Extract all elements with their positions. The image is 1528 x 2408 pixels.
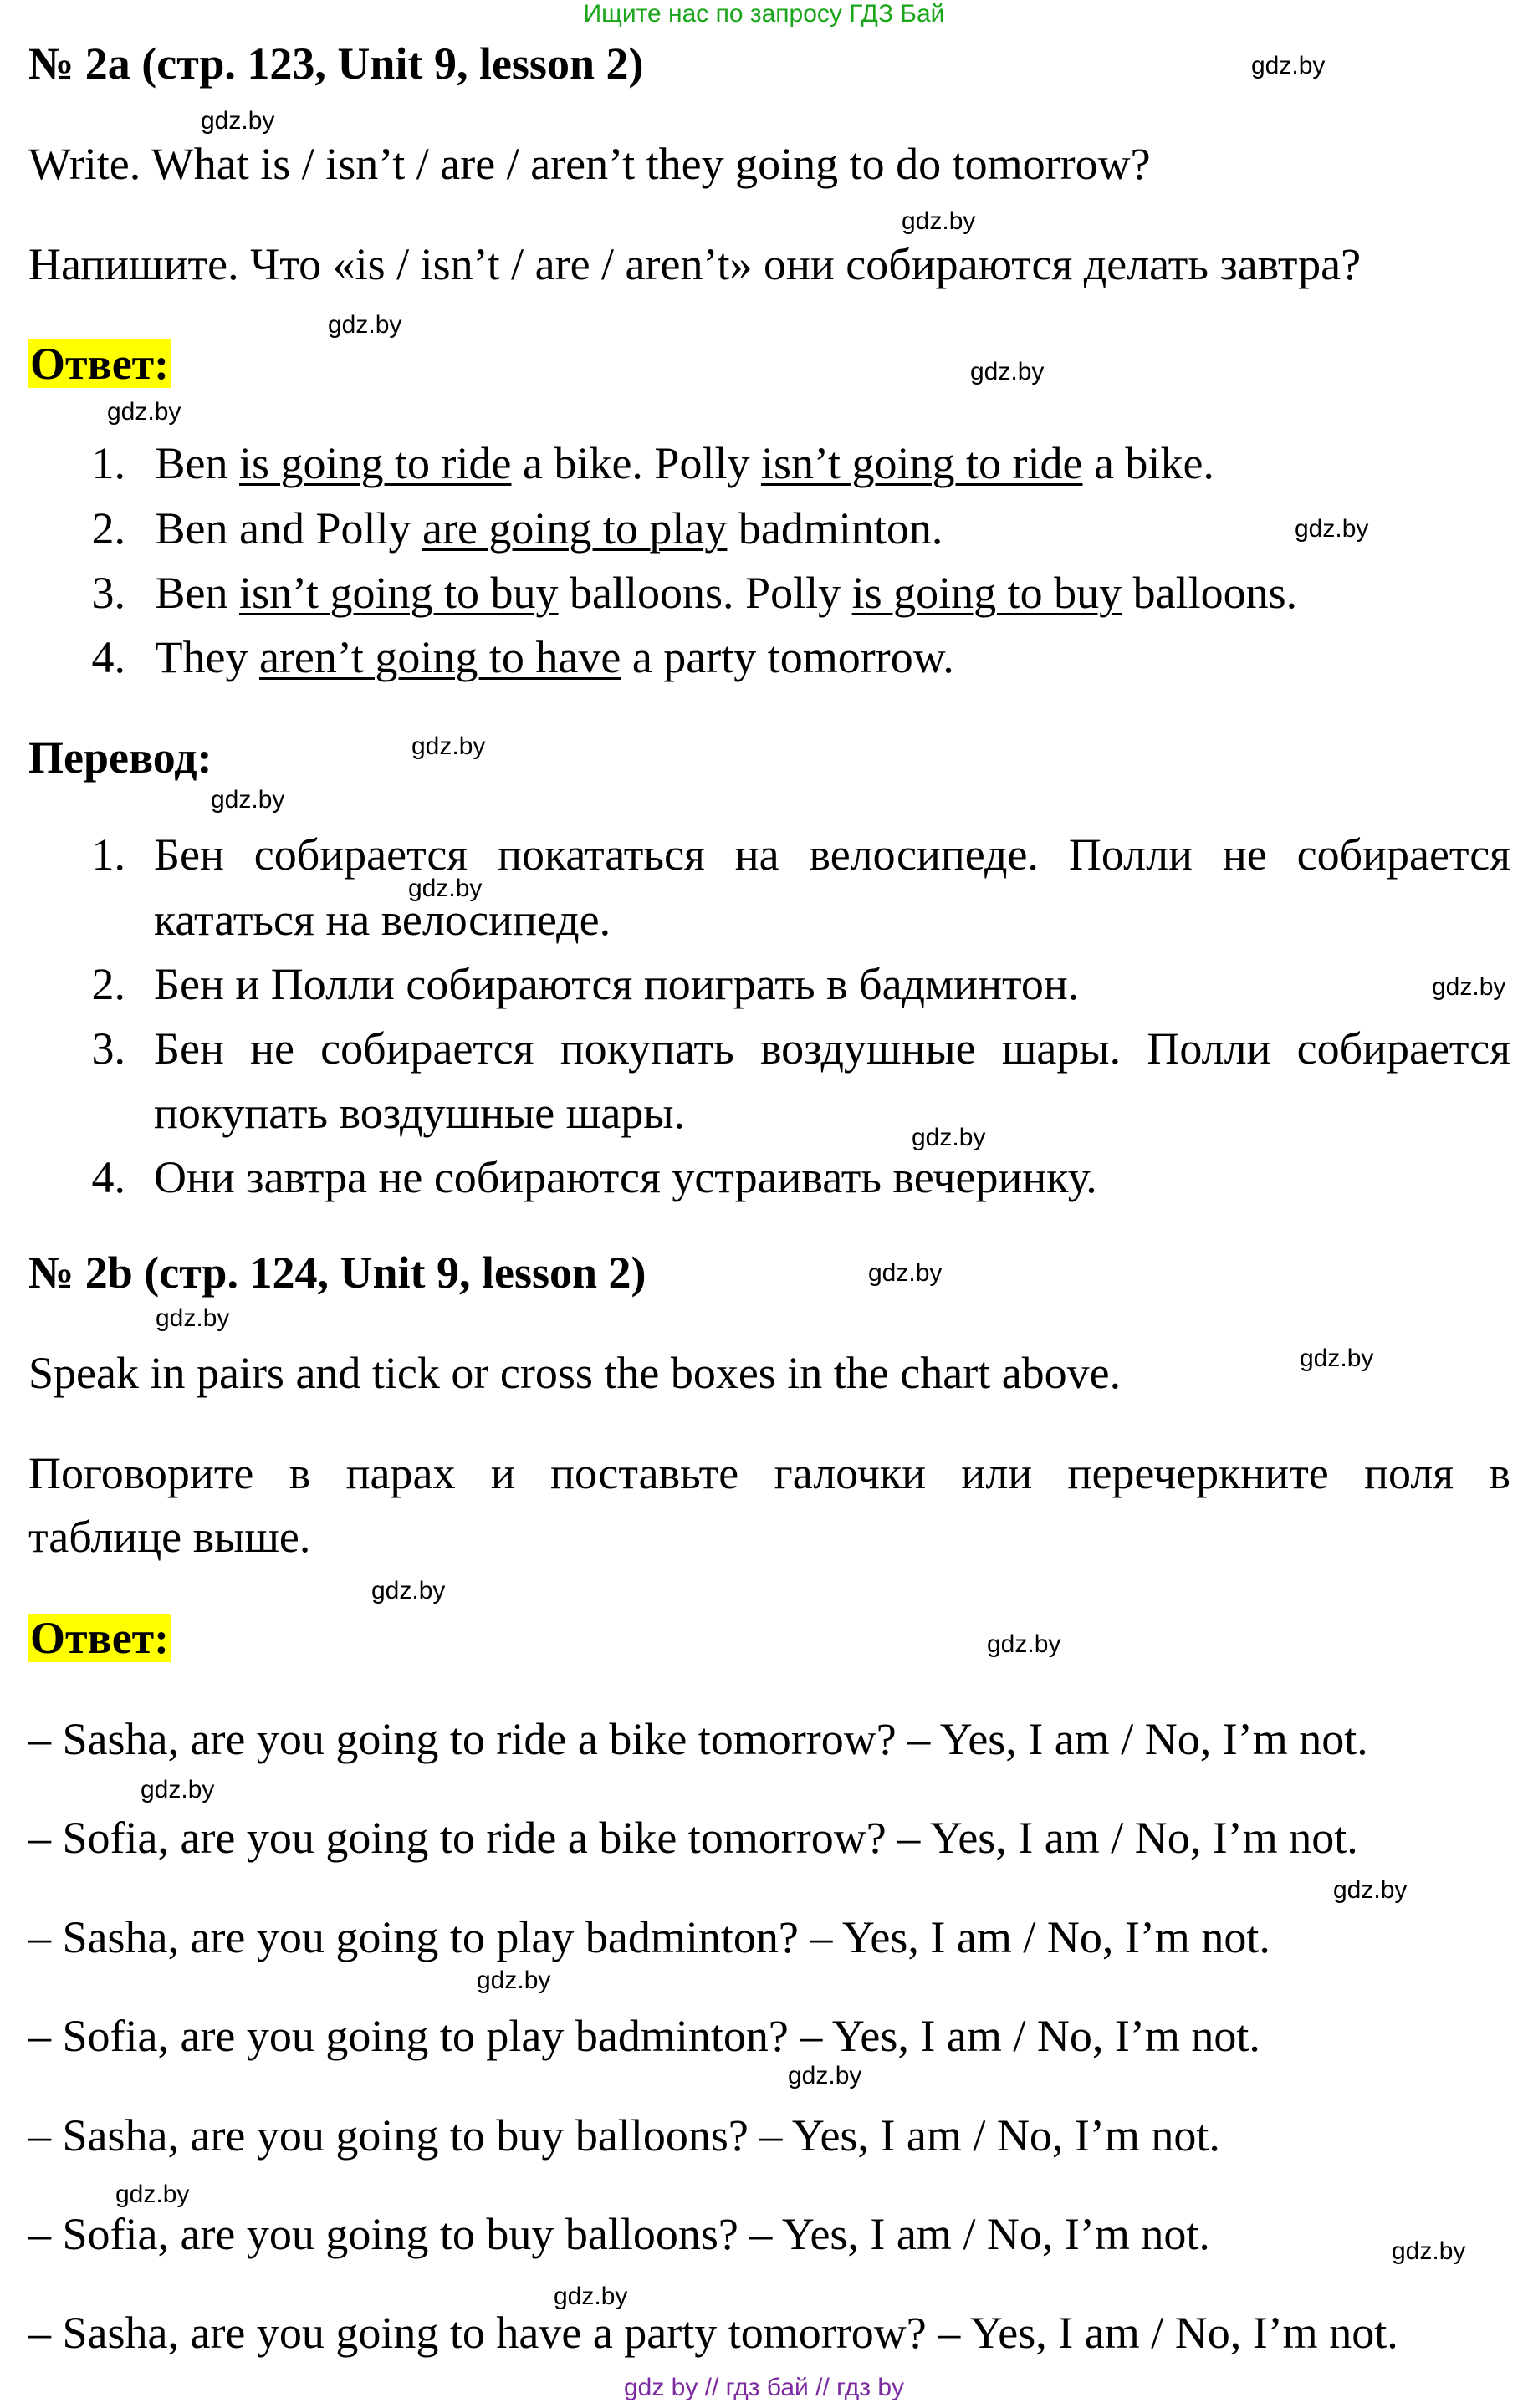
dialogue-line: – Sasha, are you going to ride a bike tomorrow? – Yes, I am / No, I’m not. bbox=[28, 1714, 1368, 1764]
translation-line: Бен собирается покататься на велосипеде. Полли не собирается bbox=[154, 829, 1510, 880]
dialogue-line: – Sofia, are you going to buy balloons? – Yes, I am / No, I’m not. bbox=[28, 2209, 1210, 2259]
watermark: gdz.by bbox=[371, 1577, 446, 1604]
translation-line: Они завтра не собираются устраивать вечеринку. bbox=[154, 1152, 1097, 1202]
watermark: gdz.by bbox=[1432, 973, 1506, 1001]
list-item-number: 3. bbox=[91, 1023, 125, 1074]
watermark: gdz.by bbox=[408, 875, 483, 902]
watermark: gdz.by bbox=[902, 207, 976, 235]
list-item-number: 2. bbox=[91, 959, 125, 1009]
top-search-link[interactable]: Ищите нас по запросу ГДЗ Бай bbox=[583, 0, 945, 28]
watermark: gdz.by bbox=[1251, 52, 1326, 79]
watermark: gdz.by bbox=[201, 107, 275, 135]
task-2a-heading: № 2a (стр. 123, Unit 9, lesson 2) bbox=[28, 38, 644, 89]
bottom-site-link[interactable]: gdz by // гдз бай // гдз by bbox=[623, 2374, 905, 2401]
dialogue-line: – Sasha, are you going to have a party tomorrow? – Yes, I am / No, I’m not. bbox=[28, 2308, 1398, 2358]
list-item: 2. Ben and Polly are going to play badminton. bbox=[91, 503, 943, 554]
list-item: 1. Ben is going to ride a bike. Polly isn’t going to ride a bike. bbox=[91, 438, 1214, 488]
watermark: gdz.by bbox=[1392, 2237, 1466, 2265]
task-2a-instruction-en: Write. What is / isn’t / are / aren’t they going to do tomorrow? bbox=[28, 139, 1151, 189]
watermark: gdz.by bbox=[477, 1967, 551, 1994]
translation-line: кататься на велосипеде. bbox=[154, 895, 611, 945]
translation-line: Бен не собирается покупать воздушные шары. Полли собирается bbox=[154, 1023, 1510, 1074]
answer-label-2a: Ответ: bbox=[30, 339, 170, 389]
watermark: gdz.by bbox=[912, 1124, 986, 1151]
list-item: 3. Ben isn’t going to buy balloons. Polly is going to buy balloons. bbox=[91, 568, 1298, 618]
translation-line: покупать воздушные шары. bbox=[154, 1088, 686, 1138]
translation-line: Бен и Полли собираются поиграть в бадминтон. bbox=[154, 959, 1080, 1009]
watermark: gdz.by bbox=[987, 1630, 1061, 1658]
task-2b-instruction-en: Speak in pairs and tick or cross the boxes in the chart above. bbox=[28, 1348, 1122, 1398]
watermark: gdz.by bbox=[868, 1259, 943, 1287]
watermark: gdz.by bbox=[1295, 515, 1369, 543]
watermark: gdz.by bbox=[1300, 1344, 1374, 1372]
task-2a-instruction-ru: Напишите. Что «is / isn’t / are / aren’t» они собираются делать завтра? bbox=[28, 239, 1362, 289]
dialogue-line: – Sasha, are you going to play badminton? – Yes, I am / No, I’m not. bbox=[28, 1912, 1270, 1962]
watermark: gdz.by bbox=[328, 311, 402, 339]
watermark: gdz.by bbox=[156, 1304, 230, 1332]
dialogue-line: – Sofia, are you going to play badminton? – Yes, I am / No, I’m not. bbox=[28, 2011, 1260, 2061]
task-2b-instruction-ru-cont: таблице выше. bbox=[28, 1512, 311, 1562]
dialogue-line: – Sofia, are you going to ride a bike tomorrow? – Yes, I am / No, I’m not. bbox=[28, 1813, 1358, 1863]
answer-label-2b: Ответ: bbox=[30, 1613, 170, 1663]
watermark: gdz.by bbox=[788, 2062, 862, 2089]
watermark: gdz.by bbox=[107, 398, 181, 426]
watermark: gdz.by bbox=[1333, 1876, 1408, 1904]
task-2b-heading: № 2b (стр. 124, Unit 9, lesson 2) bbox=[28, 1247, 646, 1298]
watermark: gdz.by bbox=[115, 2181, 190, 2208]
watermark: gdz.by bbox=[970, 358, 1045, 385]
list-item-number: 4. bbox=[91, 1152, 125, 1202]
translation-label: Перевод: bbox=[28, 732, 212, 783]
dialogue-line: – Sasha, are you going to buy balloons? – Yes, I am / No, I’m not. bbox=[28, 2110, 1220, 2161]
task-2b-instruction-ru: Поговорите в парах и поставьте галочки или перечеркните поля в bbox=[28, 1448, 1510, 1498]
watermark: gdz.by bbox=[411, 732, 486, 760]
watermark: gdz.by bbox=[554, 2283, 628, 2310]
watermark: gdz.by bbox=[141, 1776, 215, 1803]
list-item-number: 1. bbox=[91, 829, 125, 880]
list-item: 4. They aren’t going to have a party tomorrow. bbox=[91, 632, 954, 682]
watermark: gdz.by bbox=[211, 786, 285, 814]
